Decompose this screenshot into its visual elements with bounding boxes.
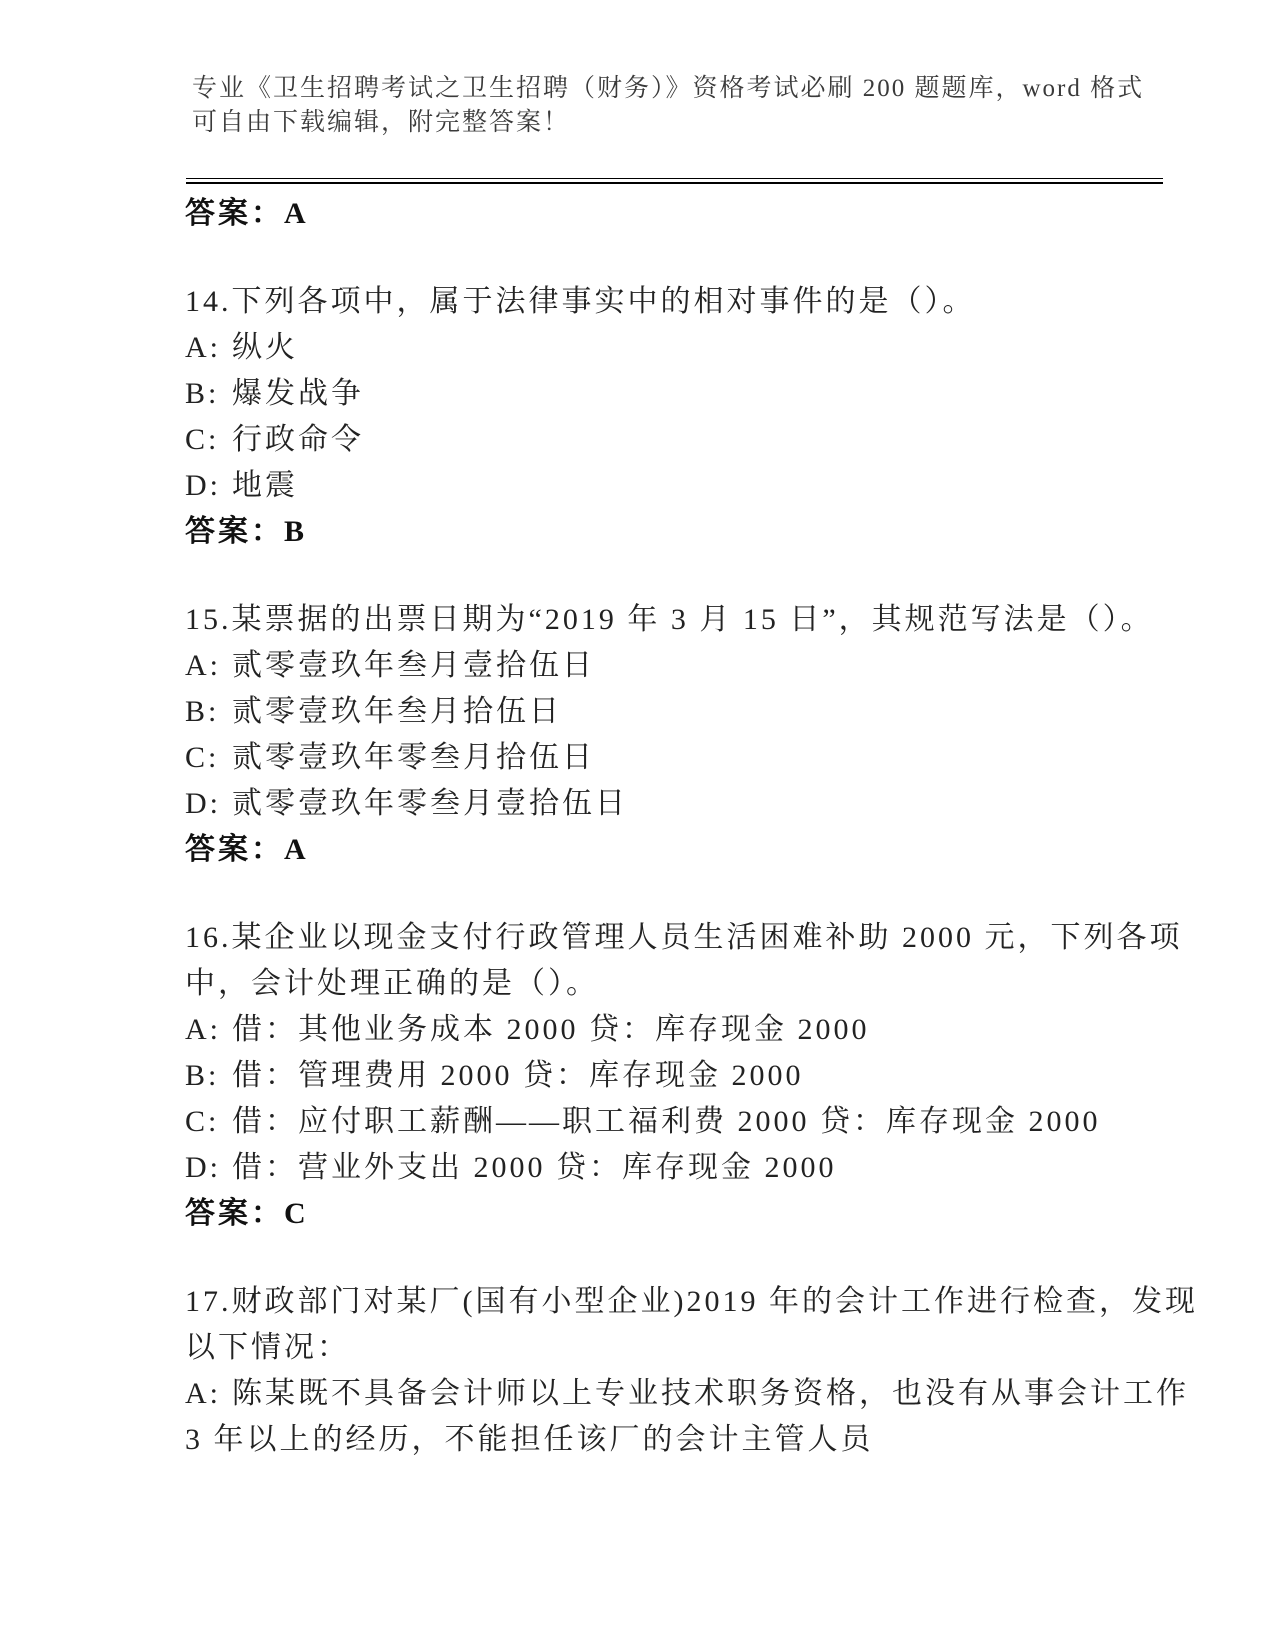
question-14-option-b [185, 371, 1125, 417]
option-label: D: [185, 469, 221, 502]
page-header [192, 72, 1145, 140]
question-15-block [185, 597, 1154, 873]
option-text: 陈某既不具备会计师以上专业技术职务资格，也没有从事会计工作 [232, 1377, 1189, 1410]
option-label: D: [185, 787, 221, 820]
question-14-block [185, 279, 1125, 555]
option-label: B: [185, 1059, 220, 1092]
question-16-option-a [185, 1007, 1125, 1053]
header-title-line-2: 可自由下载编辑，附完整答案！ [192, 109, 571, 136]
option-text: 贰零壹玖年叁月壹拾伍日 [232, 649, 595, 682]
question-14-text: 14.下列各项中，属于法律事实中的相对事件的是（）。 [185, 285, 976, 318]
option-text: 借：管理费用 2000 贷：库存现金 2000 [232, 1059, 804, 1092]
question-16-option-c [185, 1099, 1125, 1145]
answer-line-14: 答案：B [185, 515, 308, 548]
question-16-option-d [185, 1145, 1125, 1191]
option-label: A: [185, 649, 221, 682]
option-label: A: [185, 1013, 221, 1046]
option-text: 借：营业外支出 2000 贷：库存现金 2000 [232, 1151, 837, 1184]
question-16-block [185, 915, 1183, 1237]
question-17-block [185, 1279, 1198, 1463]
option-text: 借：其他业务成本 2000 贷：库存现金 2000 [232, 1013, 870, 1046]
option-text: 纵火 [232, 331, 298, 364]
question-17-text-line-1: 17.财政部门对某厂(国有小型企业)2019 年的会计工作进行检查，发现 [185, 1285, 1198, 1318]
document-body [185, 191, 1198, 1463]
option-label: A: [185, 1377, 221, 1410]
question-17-option-a-line-1 [185, 1371, 1189, 1417]
option-label: D: [185, 1151, 221, 1184]
option-text: 借：应付职工薪酬——职工福利费 2000 贷：库存现金 2000 [232, 1105, 1101, 1138]
question-15-option-d [185, 781, 1125, 827]
option-text: 贰零壹玖年叁月拾伍日 [232, 695, 562, 728]
option-label: C: [185, 1105, 220, 1138]
option-label: B: [185, 695, 220, 728]
option-label: C: [185, 423, 220, 456]
question-17-option-a-line-2: 3 年以上的经历，不能担任该厂的会计主管人员 [185, 1423, 874, 1456]
option-text: 贰零壹玖年零叁月壹拾伍日 [232, 787, 628, 820]
question-16-text-line-1: 16.某企业以现金支付行政管理人员生活困难补助 2000 元，下列各项 [185, 921, 1183, 954]
option-label: B: [185, 377, 220, 410]
answer-line-16: 答案：C [185, 1197, 309, 1230]
question-14-option-c [185, 417, 1125, 463]
question-15-option-c [185, 735, 1125, 781]
answer-line-15: 答案：A [185, 833, 309, 866]
header-divider-rule [186, 178, 1163, 184]
question-15-option-b [185, 689, 1125, 735]
option-text: 爆发战争 [232, 377, 364, 410]
question-16-text-line-2: 中，会计处理正确的是（）。 [185, 967, 599, 1000]
question-14-option-a [185, 325, 1125, 371]
question-16-option-b [185, 1053, 1125, 1099]
question-14-option-d [185, 463, 1125, 509]
option-label: A: [185, 331, 221, 364]
option-label: C: [185, 741, 220, 774]
answer-line-13: 答案：A [185, 197, 309, 230]
option-text: 地震 [232, 469, 298, 502]
question-15-option-a [185, 643, 1125, 689]
option-text: 行政命令 [232, 423, 364, 456]
question-15-text: 15.某票据的出票日期为“2019 年 3 月 15 日”，其规范写法是（）。 [185, 603, 1154, 636]
option-text: 贰零壹玖年零叁月拾伍日 [232, 741, 595, 774]
header-title-line-1: 专业《卫生招聘考试之卫生招聘（财务）》资格考试必刷 200 题题库，word 格式 [192, 75, 1145, 102]
question-17-text-line-2: 以下情况： [185, 1331, 350, 1364]
